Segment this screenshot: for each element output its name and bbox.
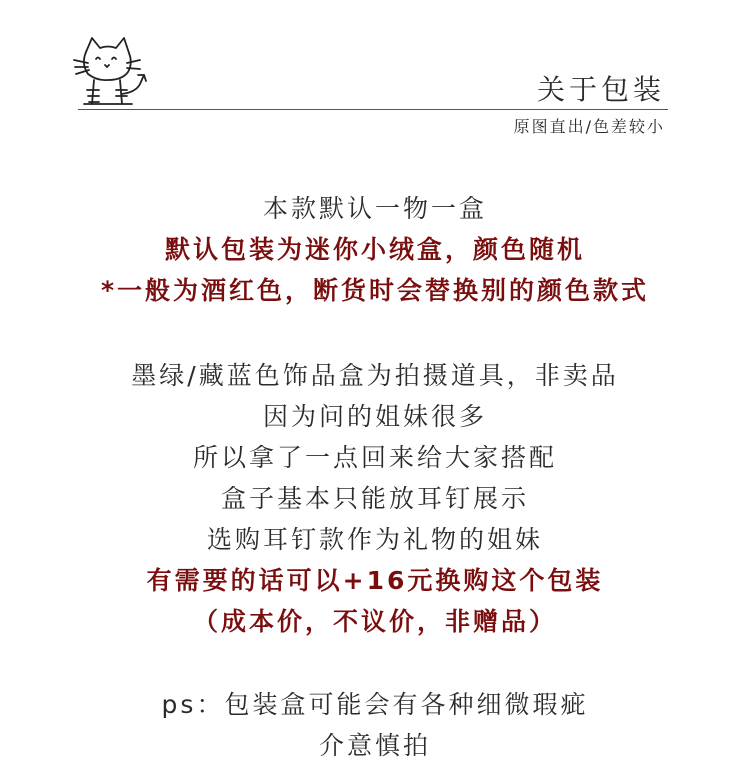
text-line: 选购耳钉款作为礼物的姐妹 — [206, 525, 543, 554]
text-line: 本款默认一物一盒 — [262, 194, 487, 223]
cat-icon — [72, 32, 162, 110]
page-header — [0, 0, 750, 145]
text-line: 所以拿了一点回来给大家搭配 — [192, 443, 557, 472]
spacer — [0, 311, 750, 355]
text-line: 墨绿/藏蓝色饰品盒为拍摄道具，非卖品 — [131, 361, 619, 390]
highlight-line: （成本价，不议价，非赠品） — [192, 607, 557, 636]
text-line: ps：包装盒可能会有各种细微瑕疵 — [161, 690, 589, 719]
display-box-section — [0, 355, 750, 642]
notice-section — [0, 684, 750, 766]
packaging-info — [0, 188, 750, 766]
header-divider — [78, 109, 668, 110]
page-subtitle: 原图直出/色差较小 — [513, 117, 665, 136]
text-line: 盒子基本只能放耳钉展示 — [220, 484, 529, 513]
highlight-line: *一般为酒红色，断货时会替换别的颜色款式 — [100, 276, 650, 305]
text-line: 因为问的姐妹很多 — [262, 402, 487, 431]
default-packaging-section — [0, 188, 750, 311]
page-title: 关于包装 — [536, 73, 665, 106]
spacer — [0, 642, 750, 684]
highlight-line: 默认包装为迷你小绒盒，颜色随机 — [164, 235, 585, 264]
text-line: 介意慎拍 — [318, 731, 431, 760]
highlight-line: 有需要的话可以+16元换购这个包装 — [146, 566, 604, 595]
